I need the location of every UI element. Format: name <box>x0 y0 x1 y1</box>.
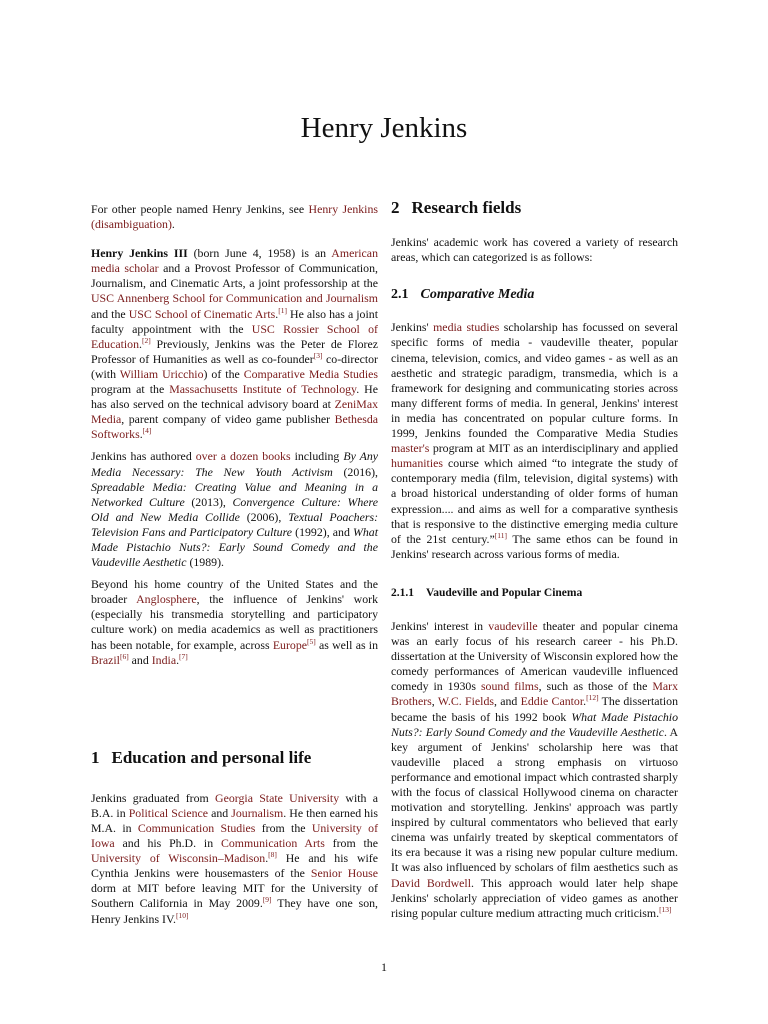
ref-2[interactable]: [2] <box>142 335 151 345</box>
ref-9[interactable]: [9] <box>262 895 272 905</box>
ref-12[interactable]: [12] <box>586 693 599 703</box>
sound-films-link[interactable]: sound films <box>480 679 539 694</box>
hatnote: For other people named Henry Jenkins, see Henry Jenkins (disambiguation). <box>91 202 379 232</box>
political-science-link[interactable]: Political Science <box>128 805 209 820</box>
usc-cinematic-arts-link[interactable]: USC School of Cinematic Arts <box>128 306 276 321</box>
ref-6[interactable]: [6] <box>119 651 129 661</box>
masters-link[interactable]: master's <box>391 441 430 456</box>
eddie-cantor-link[interactable]: Eddie Cantor <box>520 694 584 709</box>
research-intro-paragraph: Jenkins' academic work has covered a variety of research areas, which can categorized is as follows: <box>391 235 678 265</box>
vaudeville-paragraph: Jenkins' interest in vaudeville theater and popular cinema was an early focus of his research career - his Ph.D. dissertation at the University of Wisconsin explored how the comedy performances of American vaudeville influenced comedy in 1930s sound films, such as those of the Marx Brothers, W.C. Fields, and Eddie Cantor.[12] The dissertation became the basis of his 1992 book What Made Pistachio Nuts?: Early Sound Comedy and the Vaudeville Aesthetic. A key argument of Jenkins' scholarship here was that vaudeville placed a strong emphasis on virtuoso performance and emotional impact which contrasted sharply with the focus of classical Hollywood cinema on character motivation and storytelling. Jenkins' approach was partly inspired by cultural commentators who believed that early cinema was unfairly treated by skeptical commentators of its era because it was a rising new popular culture medium. It was also influenced by scholars of film aesthetics such as David Bordwell. This approach would later help shape Jenkins' scholarly appreciation of video games as another rising popular culture medium attracting much criticism.[13] <box>391 618 679 920</box>
usc-rossier-link[interactable]: USC Rossier School of Education <box>91 321 378 351</box>
ref-1[interactable]: [1] <box>278 305 287 315</box>
david-bordwell-link[interactable]: David Bordwell <box>391 875 471 890</box>
subsection-2-1-heading: 2.1 Comparative Media <box>391 287 535 303</box>
journalism-link[interactable]: Journalism <box>231 805 284 820</box>
left-column <box>91 202 378 934</box>
ref-7[interactable]: [7] <box>179 651 188 661</box>
disambiguation-link[interactable]: Henry Jenkins (disambiguation) <box>91 202 379 232</box>
communication-studies-link[interactable]: Communication Studies <box>137 821 256 835</box>
uw-madison-link[interactable]: University of Wisconsin–Madison <box>91 851 266 866</box>
subsubsection-2-1-1-heading: 2.1.1 Vaudeville and Popular Cinema <box>391 586 583 599</box>
page-number: 1 <box>381 960 387 974</box>
american-media-scholar-link[interactable]: American media scholar <box>91 246 378 276</box>
ref-8[interactable]: [8] <box>268 850 277 860</box>
education-paragraph: Jenkins graduated from Georgia State University with a B.A. in Political Science and Journalism. He then earned his M.A. in Communication Studies from the University of Iowa and his Ph.D. in Communication Arts from the University of Wisconsin–Madison.[8] He and his wife Cynthia Jenkins were housemasters of the Senior House dorm at MIT before leaving MIT for the University of Southern California in May 2009.[9] They have one son, Henry Jenkins IV.[10] <box>91 790 379 926</box>
ref-13[interactable]: [13] <box>659 904 672 914</box>
zenimax-link[interactable]: ZeniMax Media <box>91 397 378 427</box>
ref-11[interactable]: [11] <box>494 530 507 540</box>
section-2-heading: 2 Research fields <box>391 198 522 217</box>
ref-4[interactable]: [4] <box>142 426 152 436</box>
books-paragraph: Jenkins has authored over a dozen books including By Any Media Necessary: The New Youth Activism (2016), Spreadable Media: Creating Value and Meaning in a Networked Culture (2013), Convergence Culture: Where Old and New Media Collide (2006), Textual Poachers: Television Fans and Participatory Culture (1992), and What Made Pistachio Nuts?: Early Sound Comedy and the Vaudeville Aesthetic (1989). <box>91 449 379 570</box>
georgia-state-link[interactable]: Georgia State University <box>215 790 340 805</box>
communication-arts-link[interactable]: Communication Arts <box>220 836 325 851</box>
anglosphere-link[interactable]: Anglosphere <box>136 592 197 607</box>
right-column <box>391 200 678 928</box>
bethesda-link[interactable]: Bethesda Softworks <box>91 412 378 442</box>
comparative-media-studies-link[interactable]: Comparative Media Studies <box>243 366 378 381</box>
ref-10[interactable]: [10] <box>175 910 189 920</box>
humanities-link[interactable]: humanities <box>391 456 443 471</box>
ref-5[interactable]: [5] <box>307 636 316 646</box>
usc-annenberg-link[interactable]: USC Annenberg School for Communication and Journalism <box>91 291 378 306</box>
influence-paragraph: Beyond his home country of the United States and the broader Anglosphere, the influence of Jenkins' work (especially his transmedia storytelling and participatory culture work) on media academics as well as practitioners has been notable, for example, across Europe[5] as well as in Brazil[6] and India.[7] <box>91 577 379 667</box>
comparative-media-paragraph: Jenkins' media studies scholarship has focussed on several specific forms of media - vaudeville theater, popular cinema, television, comics, and video games - as well as an aesthetic and strategic paradigm, transmedia, which is a framework for designing and communicating stories across many different forms of media. In general, Jenkins' interest in media has concentrated on popular culture forms. In 1999, Jenkins founded the Comparative Media Studies master's program at MIT as an interdisciplinary and applied humanities course which aimed “to integrate the study of contemporary media (film, television, digital systems) with a broad historical understanding of older forms of human expression.... and aims as well for a comparative synthesis that is responsive to the distinctive emerging media culture of the 21st century.”[11] The same ethos can be found in Jenkins' research across various forms of media. <box>391 320 678 561</box>
ref-3[interactable]: [3] <box>313 350 323 360</box>
senior-house-link[interactable]: Senior House <box>310 866 378 881</box>
india-link[interactable]: India <box>151 652 177 667</box>
page-title: Henry Jenkins <box>300 112 468 144</box>
intro-paragraph: Henry Jenkins III (born June 4, 1958) is an American media scholar and a Provost Professor of Communication, Journalism, and Cinematic Arts, a joint professorship at the USC Annenberg School for Communication and Journalism and the USC School of Cinematic Arts.[1] He also has a joint faculty appointment with the USC Rossier School of Education.[2] Previously, Jenkins was the Peter de Florez Professor of Humanities as well as co-founder[3] co-director (with William Uricchio) of the Comparative Media Studies program at the Massachusetts Institute of Technology. He has also served on the technical advisory board at ZeniMax Media, parent company of video game publisher Bethesda Softworks.[4] <box>91 246 378 442</box>
europe-link[interactable]: Europe <box>272 637 308 652</box>
university-of-iowa-link[interactable]: University of Iowa <box>91 821 379 851</box>
vaudeville-link[interactable]: vaudeville <box>488 618 538 633</box>
section-1-heading: 1 Education and personal life <box>91 747 312 767</box>
marx-brothers-link[interactable]: Marx Brothers <box>391 679 678 709</box>
brazil-link[interactable]: Brazil <box>91 652 120 667</box>
mit-link[interactable]: Massachusetts Institute of Technology <box>169 382 357 397</box>
books-link[interactable]: over a dozen books <box>195 449 291 464</box>
wc-fields-link[interactable]: W.C. Fields <box>437 694 494 709</box>
william-uricchio-link[interactable]: William Uricchio <box>119 366 204 381</box>
media-studies-link[interactable]: media studies <box>433 320 500 335</box>
